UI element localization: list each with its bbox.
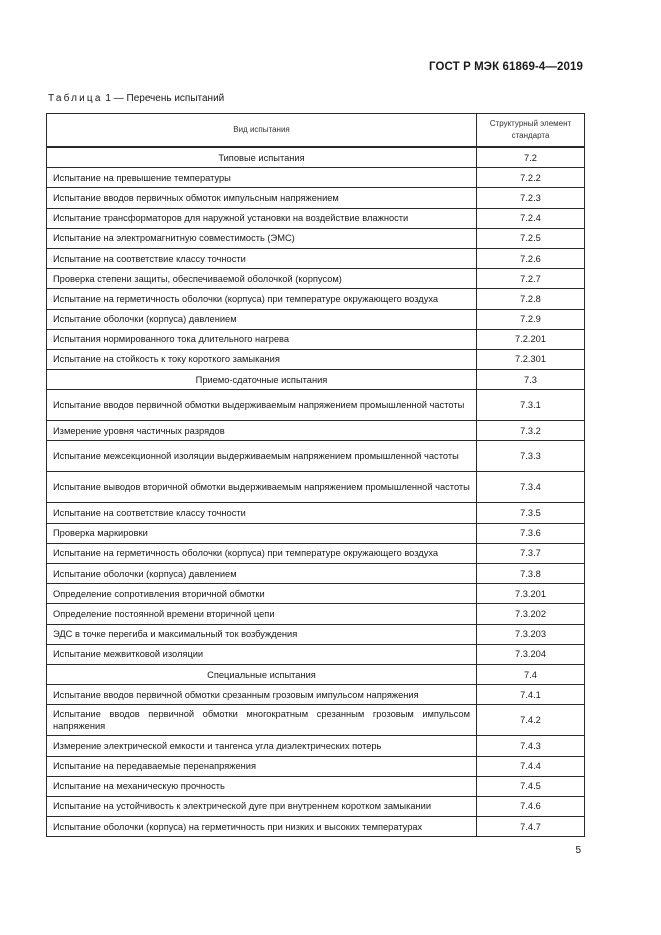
standard-element-cell: 7.3.8 (477, 564, 585, 584)
table-row (47, 349, 585, 369)
test-name-cell: Испытание на стойкость к току короткого замыкания (47, 349, 477, 369)
table-row (47, 796, 585, 816)
standard-element-cell: 7.2.2 (477, 168, 585, 188)
test-name-cell: Испытание вводов первичной обмотки многократным срезанным грозовым импульсом напряжения (47, 705, 477, 736)
standard-element-cell: 7.3.5 (477, 503, 585, 523)
table-row (47, 817, 585, 837)
standard-element-cell: 7.4.2 (477, 705, 585, 736)
test-name-cell: Испытание трансформаторов для наружной установки на воздействие влажности (47, 208, 477, 228)
table-row (47, 644, 585, 664)
test-name-cell: Испытание оболочки (корпуса) на герметичность при низких и высоких температурах (47, 817, 477, 837)
table-row (47, 168, 585, 188)
table-row (47, 503, 585, 523)
standard-element-cell: 7.4 (477, 664, 585, 684)
standard-element-cell: 7.2.201 (477, 329, 585, 349)
standard-element-cell: 7.3.3 (477, 441, 585, 472)
test-name-cell: Испытание оболочки (корпуса) давлением (47, 564, 477, 584)
test-name-cell: Испытание межвитковой изоляции (47, 644, 477, 664)
test-name-cell: Испытание на передаваемые перенапряжения (47, 756, 477, 776)
standard-element-cell: 7.2.4 (477, 208, 585, 228)
column-header-standard-element: Структурный элемент стандарта (477, 114, 585, 148)
tests-table (46, 113, 585, 837)
table-row (47, 523, 585, 543)
column-header-test-type: Вид испытания (47, 114, 477, 148)
standard-element-cell: 7.2.7 (477, 269, 585, 289)
table-row (47, 208, 585, 228)
table-row (47, 472, 585, 503)
table-row (47, 736, 585, 756)
standard-element-cell: 7.2.5 (477, 228, 585, 248)
test-name-cell: Проверка степени защиты, обеспечиваемой оболочкой (корпусом) (47, 269, 477, 289)
table-row (47, 248, 585, 268)
test-name-cell: Измерение электрической емкости и тангенса угла диэлектрических потерь (47, 736, 477, 756)
table-section-row (47, 370, 585, 390)
test-name-cell: Испытание на соответствие классу точности (47, 248, 477, 268)
table-caption-label: Таблица (48, 93, 103, 104)
section-title-cell: Специальные испытания (47, 664, 477, 684)
standard-element-cell: 7.4.7 (477, 817, 585, 837)
standard-element-cell: 7.3.1 (477, 390, 585, 421)
standard-element-cell: 7.3.6 (477, 523, 585, 543)
table-header-row (47, 114, 585, 148)
table-row (47, 543, 585, 563)
standard-element-cell: 7.3.204 (477, 644, 585, 664)
table-row (47, 228, 585, 248)
standard-element-cell: 7.3.7 (477, 543, 585, 563)
table-row (47, 685, 585, 705)
test-name-cell: Испытание на соответствие классу точности (47, 503, 477, 523)
test-name-cell: Испытание оболочки (корпуса) давлением (47, 309, 477, 329)
table-row (47, 421, 585, 441)
standard-element-cell: 7.4.6 (477, 796, 585, 816)
test-name-cell: Испытание вводов первичной обмотки срезанным грозовым импульсом напряжения (47, 685, 477, 705)
test-name-cell: Определение постоянной времени вторичной цепи (47, 604, 477, 624)
standard-element-cell: 7.4.4 (477, 756, 585, 776)
test-name-cell: Испытание на герметичность оболочки (корпуса) при температуре окружающего воздуха (47, 543, 477, 563)
test-name-cell: Измерение уровня частичных разрядов (47, 421, 477, 441)
test-name-cell: Испытание вводов первичных обмоток импульсным напряжением (47, 188, 477, 208)
standard-element-cell: 7.2.8 (477, 289, 585, 309)
test-name-cell: Испытание межсекционной изоляции выдерживаемым напряжением промышленной частоты (47, 441, 477, 472)
table-section-row (47, 664, 585, 684)
table-row (47, 390, 585, 421)
standard-element-cell: 7.2.3 (477, 188, 585, 208)
test-name-cell: Определение сопротивления вторичной обмотки (47, 584, 477, 604)
document-code: ГОСТ Р МЭК 61869-4—2019 (429, 61, 583, 73)
section-title-cell: Приемо-сдаточные испытания (47, 370, 477, 390)
standard-element-cell: 7.4.5 (477, 776, 585, 796)
standard-element-cell: 7.2.301 (477, 349, 585, 369)
test-name-cell: Испытание на электромагнитную совместимость (ЭМС) (47, 228, 477, 248)
standard-element-cell: 7.2 (477, 147, 585, 168)
table-caption-title: 1 — Перечень испытаний (102, 93, 225, 104)
table-row (47, 705, 585, 736)
test-name-cell: Испытания нормированного тока длительного нагрева (47, 329, 477, 349)
test-name-cell: Испытание вводов первичной обмотки выдерживаемым напряжением промышленной частоты (47, 390, 477, 421)
standard-element-cell: 7.4.1 (477, 685, 585, 705)
test-name-cell: Испытание на превышение температуры (47, 168, 477, 188)
table-row (47, 188, 585, 208)
standard-element-cell: 7.2.9 (477, 309, 585, 329)
table-row (47, 289, 585, 309)
standard-element-cell: 7.2.6 (477, 248, 585, 268)
table-row (47, 564, 585, 584)
table-row (47, 776, 585, 796)
standard-element-cell: 7.3.202 (477, 604, 585, 624)
test-name-cell: Испытание на механическую прочность (47, 776, 477, 796)
standard-element-cell: 7.3.2 (477, 421, 585, 441)
table-body (47, 147, 585, 837)
table-row (47, 441, 585, 472)
standard-element-cell: 7.3.201 (477, 584, 585, 604)
test-name-cell: Испытание на герметичность оболочки (корпуса) при температуре окружающего воздуха (47, 289, 477, 309)
table-row (47, 624, 585, 644)
test-name-cell: ЭДС в точке перегиба и максимальный ток возбуждения (47, 624, 477, 644)
table-caption (48, 93, 224, 104)
table-row (47, 604, 585, 624)
standard-element-cell: 7.4.3 (477, 736, 585, 756)
standard-element-cell: 7.3.4 (477, 472, 585, 503)
table-row (47, 309, 585, 329)
test-name-cell: Испытание выводов вторичной обмотки выдерживаемым напряжением промышленной частоты (47, 472, 477, 503)
section-title-cell: Типовые испытания (47, 147, 477, 168)
standard-element-cell: 7.3 (477, 370, 585, 390)
table-row (47, 329, 585, 349)
table-row (47, 584, 585, 604)
table-row (47, 756, 585, 776)
page-number: 5 (575, 845, 581, 856)
table-section-row (47, 147, 585, 168)
test-name-cell: Испытание на устойчивость к электрической дуге при внутреннем коротком замыкании (47, 796, 477, 816)
table-row (47, 269, 585, 289)
test-name-cell: Проверка маркировки (47, 523, 477, 543)
standard-element-cell: 7.3.203 (477, 624, 585, 644)
